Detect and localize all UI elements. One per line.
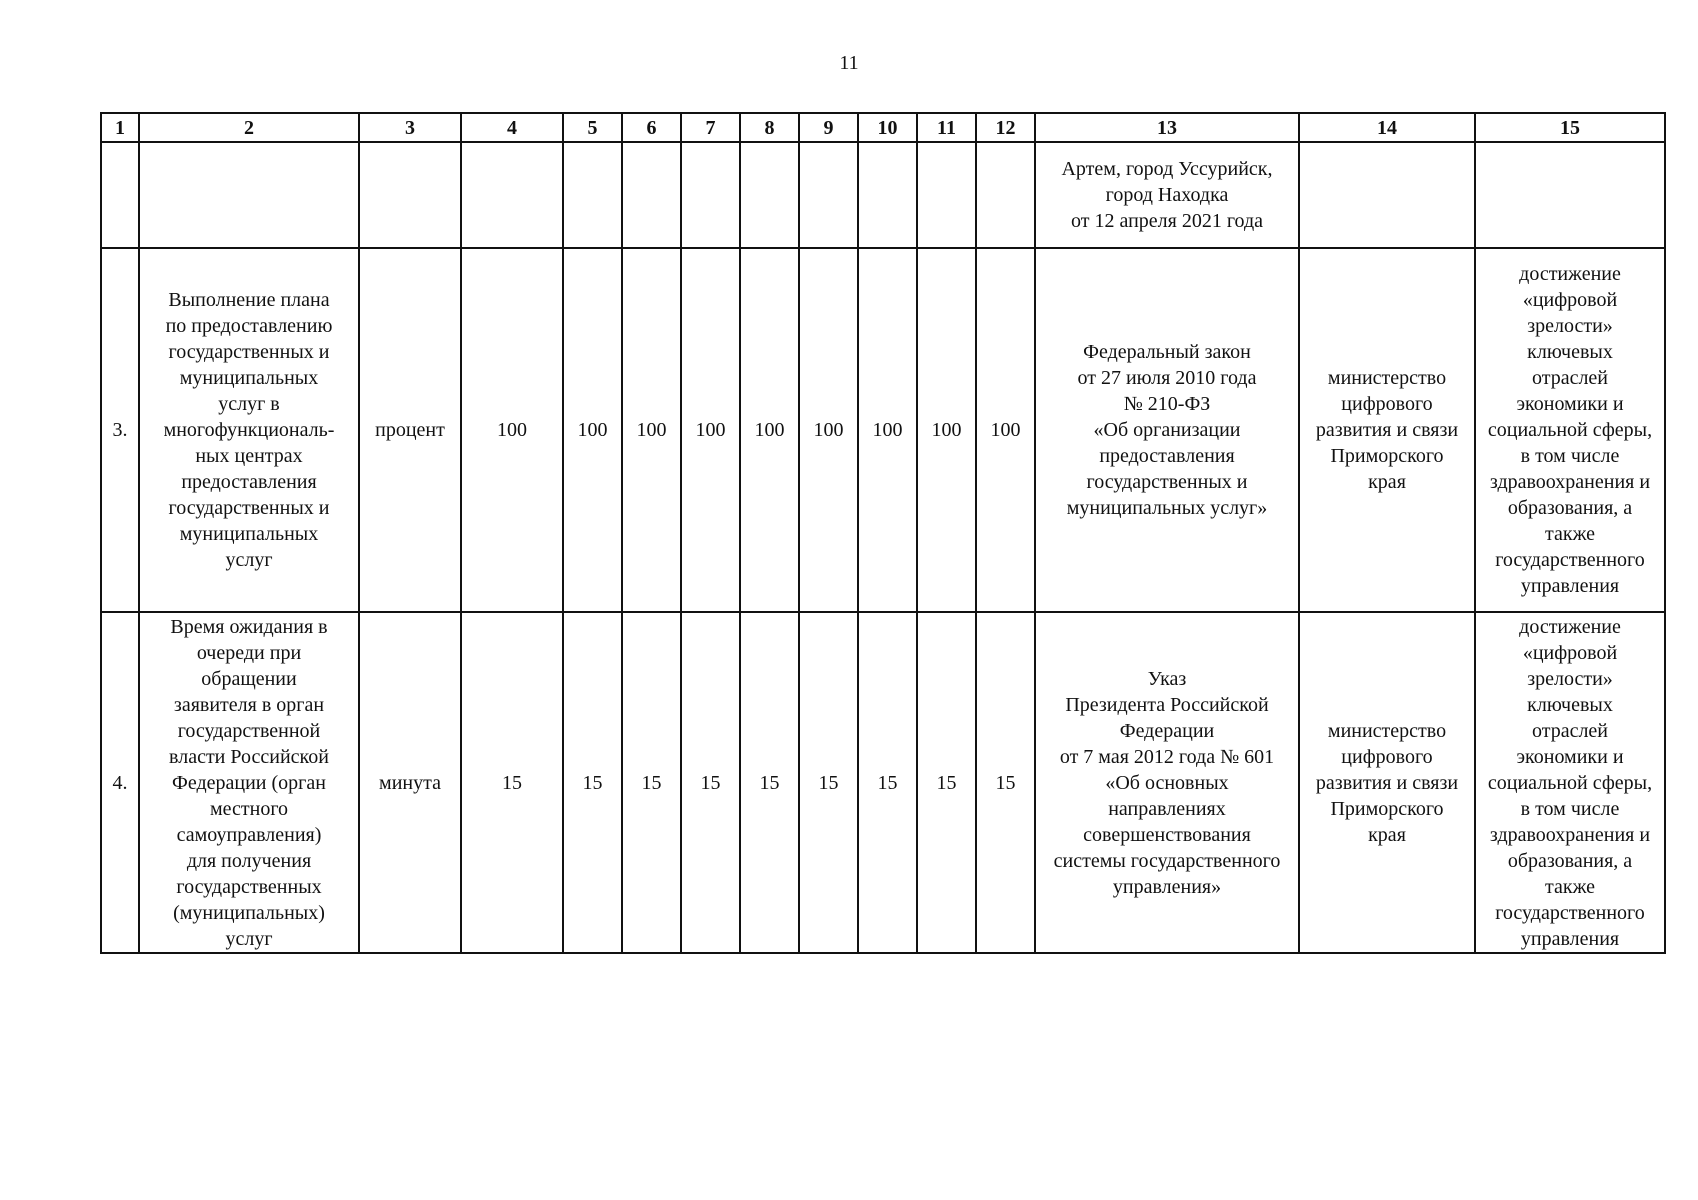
header-cell: 13: [1035, 113, 1299, 142]
unit-cell: процент: [359, 248, 461, 612]
responsible-cell: министерство цифрового развития и связи Приморского края: [1299, 248, 1475, 612]
value-cell: 100: [976, 248, 1035, 612]
value-cell: 15: [799, 612, 858, 953]
empty-cell: [740, 142, 799, 248]
value-cell: 15: [740, 612, 799, 953]
header-cell: 7: [681, 113, 740, 142]
empty-cell: [917, 142, 976, 248]
goal-cell: достижение «цифровой зрелости» ключевых отраслей экономики и социальной сферы, в том числе здравоохранения и образования, а также государственного управления: [1475, 248, 1665, 612]
value-cell: 15: [681, 612, 740, 953]
header-cell: 10: [858, 113, 917, 142]
unit-cell: минута: [359, 612, 461, 953]
empty-cell: [799, 142, 858, 248]
continuation-row: [101, 142, 1665, 248]
empty-cell: [139, 142, 359, 248]
legal-basis-cell: Федеральный закон от 27 июля 2010 года № 210-ФЗ «Об организации предоставления государственных и муниципальных услуг»: [1035, 248, 1299, 612]
header-cell: 15: [1475, 113, 1665, 142]
indicator-name: Выполнение плана по предоставлению государственных и муниципальных услуг в многофункциональ- ных центрах предоставления государственных и муниципальных услуг: [139, 248, 359, 612]
value-cell: 100: [563, 248, 622, 612]
header-cell: 12: [976, 113, 1035, 142]
value-cell: 100: [461, 248, 563, 612]
header-row: [101, 113, 1665, 142]
value-cell: 100: [740, 248, 799, 612]
value-cell: 15: [858, 612, 917, 953]
page-number: 11: [839, 52, 859, 74]
value-cell: 15: [461, 612, 563, 953]
empty-cell: [563, 142, 622, 248]
value-cell: 100: [681, 248, 740, 612]
legal-basis-cell: Указ Президента Российской Федерации от 7 мая 2012 года № 601 «Об основных направлениях совершенствования системы государственного управления»: [1035, 612, 1299, 953]
indicators-table: [100, 112, 1666, 954]
empty-cell: [681, 142, 740, 248]
value-cell: 15: [622, 612, 681, 953]
empty-cell: [1475, 142, 1665, 248]
empty-cell: [1299, 142, 1475, 248]
header-cell: 5: [563, 113, 622, 142]
empty-cell: [622, 142, 681, 248]
value-cell: 100: [622, 248, 681, 612]
header-cell: 3: [359, 113, 461, 142]
goal-cell: достижение «цифровой зрелости» ключевых отраслей экономики и социальной сферы, в том числе здравоохранения и образования, а также государственного управления: [1475, 612, 1665, 953]
empty-cell: [976, 142, 1035, 248]
empty-cell: [101, 142, 139, 248]
value-cell: 15: [917, 612, 976, 953]
row-number: 3.: [101, 248, 139, 612]
row-number: 4.: [101, 612, 139, 953]
empty-cell: [359, 142, 461, 248]
responsible-cell: министерство цифрового развития и связи Приморского края: [1299, 612, 1475, 953]
value-cell: 100: [917, 248, 976, 612]
value-cell: 15: [563, 612, 622, 953]
legal-basis-cell: Артем, город Уссурийск, город Находка от 12 апреля 2021 года: [1035, 142, 1299, 248]
indicator-name: Время ожидания в очереди при обращении заявителя в орган государственной власти Российской Федерации (орган местного самоуправления) для получения государственных (муниципальных) услуг: [139, 612, 359, 953]
empty-cell: [461, 142, 563, 248]
header-cell: 11: [917, 113, 976, 142]
header-cell: 8: [740, 113, 799, 142]
header-cell: 14: [1299, 113, 1475, 142]
value-cell: 100: [799, 248, 858, 612]
header-cell: 9: [799, 113, 858, 142]
header-cell: 6: [622, 113, 681, 142]
table-row: [101, 248, 1665, 612]
header-cell: 4: [461, 113, 563, 142]
header-cell: 1: [101, 113, 139, 142]
value-cell: 15: [976, 612, 1035, 953]
empty-cell: [858, 142, 917, 248]
table-row: [101, 612, 1665, 953]
header-cell: 2: [139, 113, 359, 142]
value-cell: 100: [858, 248, 917, 612]
